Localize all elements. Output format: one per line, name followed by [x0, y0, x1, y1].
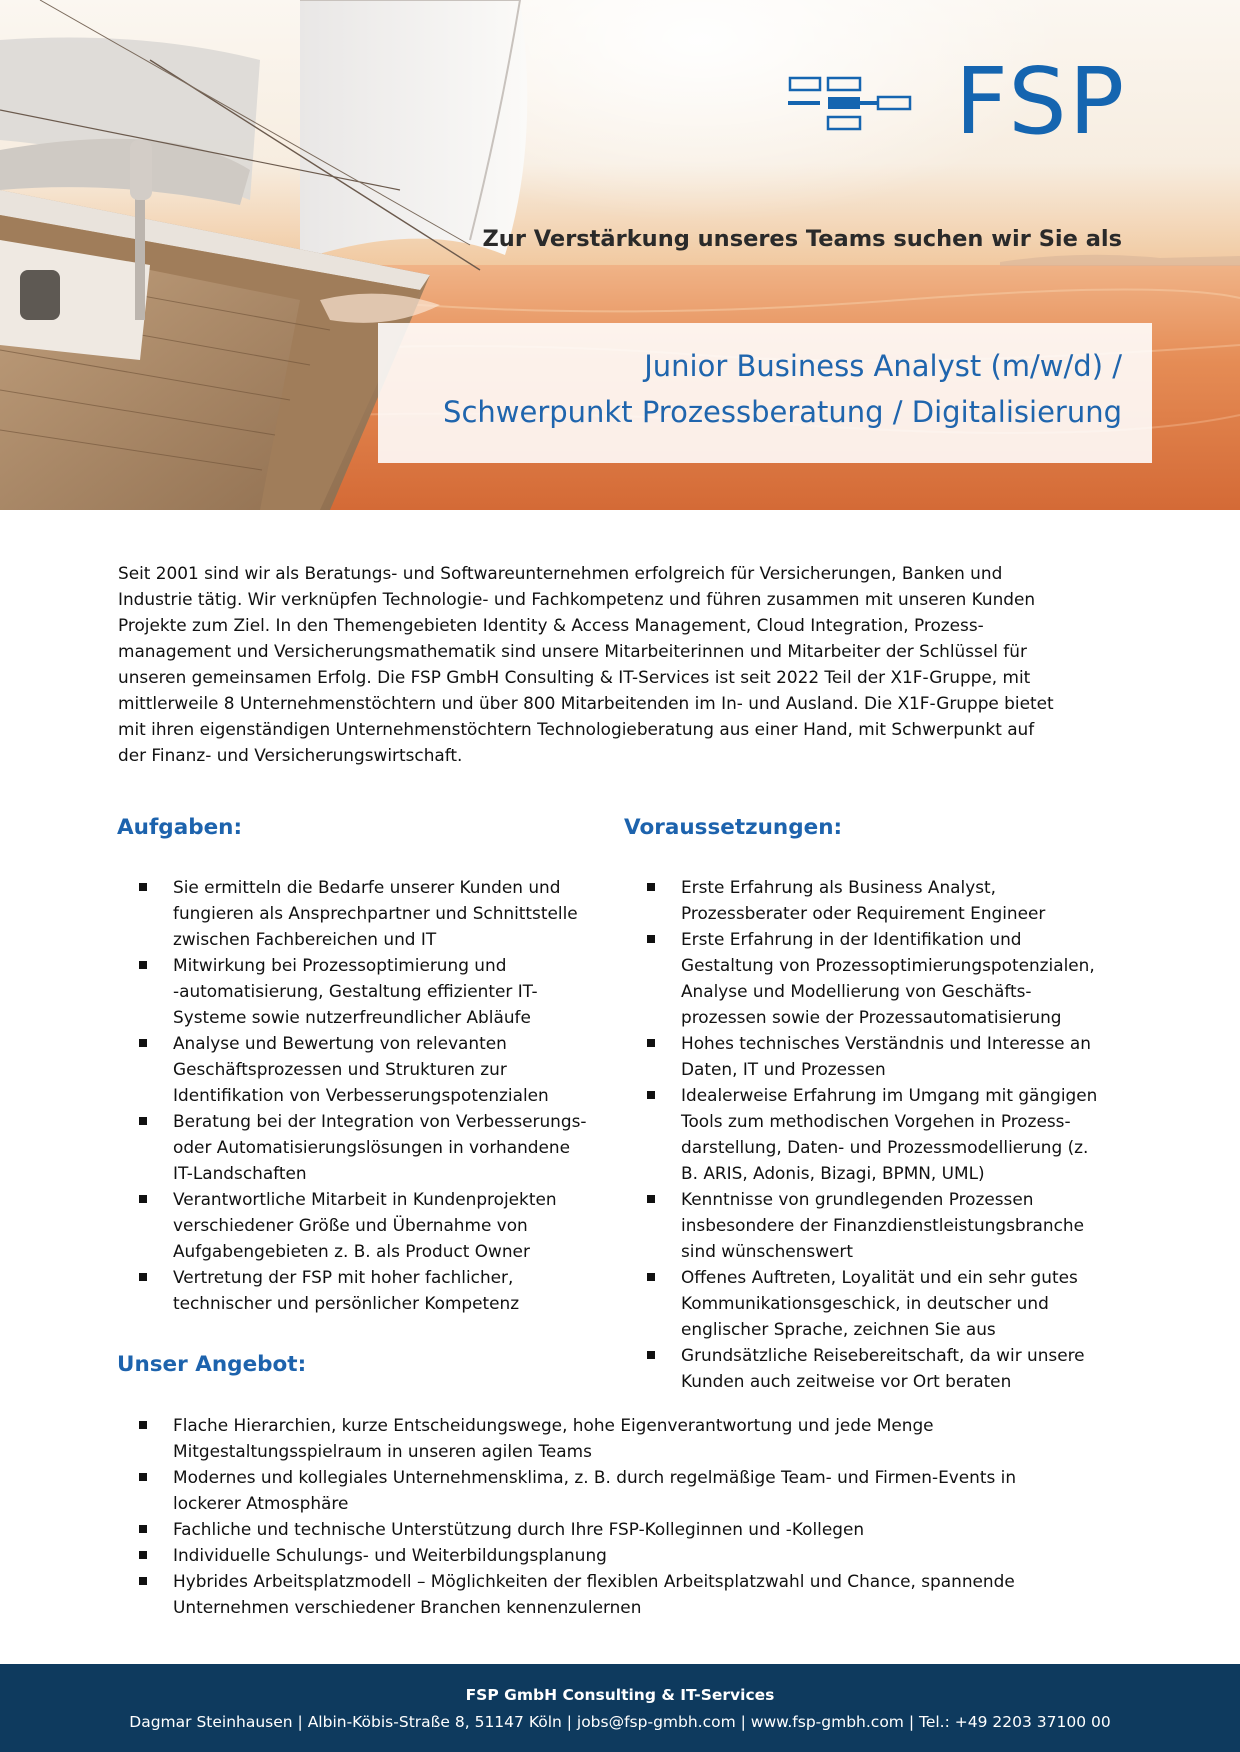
hero-banner: [0, 0, 1240, 510]
list-item-text: Beratung bei der Integration von Verbesserungs-: [173, 1111, 587, 1131]
list-item-text: Vertretung der FSP mit hoher fachlicher,: [173, 1267, 514, 1287]
list-item-text: Offenes Auftreten, Loyalität und ein sehr gutes: [681, 1267, 1078, 1287]
bullet-icon: [139, 1525, 147, 1533]
intro-line: unseren gemeinsamen Erfolg. Die FSP GmbH Consulting & IT-Services ist seit 2022 Teil der X1F-Gruppe, mit: [118, 667, 1031, 687]
voraussetzungen-list: [626, 874, 1146, 1394]
angebot-list: [118, 1412, 1128, 1620]
list-item-text: Verantwortliche Mitarbeit in Kundenprojekten: [173, 1189, 557, 1209]
list-item-text: Unternehmen verschiedener Branchen kennenzulernen: [173, 1597, 642, 1617]
intro-line: der Finanz- und Versicherungswirtschaft.: [118, 745, 463, 765]
intro-line: mit ihren eigenständigen Unternehmenstöchtern Technologieberatung aus einer Hand, mit Schwerpunkt auf: [118, 719, 1035, 739]
bullet-icon: [647, 883, 655, 891]
list-item: [626, 1264, 1146, 1342]
angebot-heading: Unser Angebot:: [117, 1352, 307, 1377]
list-item-text: verschiedener Größe und Übernahme von: [173, 1215, 528, 1235]
list-item-text: oder Automatisierungslösungen in vorhandene: [173, 1137, 570, 1157]
list-item-text: technischer und persönlicher Kompetenz: [173, 1293, 520, 1313]
fsp-logo: [788, 48, 1128, 155]
footer-company: FSP GmbH Consulting & IT-Services: [465, 1686, 775, 1704]
list-item-text: Analyse und Bewertung von relevanten: [173, 1033, 507, 1053]
list-item: [118, 1264, 618, 1316]
bullet-icon: [139, 1421, 147, 1429]
list-item-text: lockerer Atmosphäre: [173, 1493, 349, 1513]
list-item-text: insbesondere der Finanzdienstleistungsbranche: [681, 1215, 1084, 1235]
intro-line: mittlerweile 8 Unternehmenstöchtern und über 800 Mitarbeitenden im In- und Ausland. Die X1F-Gruppe bietet: [118, 693, 1054, 713]
list-item: [626, 926, 1146, 1030]
list-item-text: Identifikation von Verbesserungspotenzialen: [173, 1085, 549, 1105]
list-item-text: Sie ermitteln die Bedarfe unserer Kunden und: [173, 877, 561, 897]
list-item: [118, 1412, 1128, 1464]
list-item-text: Erste Erfahrung als Business Analyst,: [681, 877, 997, 897]
list-item-text: Kommunikationsgeschick, in deutscher und: [681, 1293, 1049, 1313]
company-intro: [118, 560, 1118, 768]
list-item: [118, 1464, 1128, 1516]
bullet-icon: [647, 1091, 655, 1099]
bullet-icon: [139, 1117, 147, 1125]
intro-line: management und Versicherungsmathematik sind unsere Mitarbeiterinnen und Mitarbeiter der Schlüssel für: [118, 641, 1027, 661]
logo-blocks-icon: [788, 70, 928, 140]
bullet-icon: [139, 1551, 147, 1559]
list-item-text: IT-Landschaften: [173, 1163, 307, 1183]
job-title-line-1: Junior Business Analyst (m/w/d) /: [644, 349, 1122, 383]
list-item-text: Fachliche und technische Unterstützung durch Ihre FSP-Kolleginnen und -Kollegen: [173, 1519, 865, 1539]
list-item-text: Idealerweise Erfahrung im Umgang mit gängigen: [681, 1085, 1098, 1105]
intro-line: Projekte zum Ziel. In den Themengebieten Identity & Access Management, Cloud Integration, Prozess-: [118, 615, 984, 635]
footer: [0, 1664, 1240, 1752]
list-item-text: englischer Sprache, zeichnen Sie aus: [681, 1319, 996, 1339]
list-item: [626, 1342, 1146, 1394]
bullet-icon: [647, 1273, 655, 1281]
list-item: [118, 1516, 1128, 1542]
list-item-text: Geschäftsprozessen und Strukturen zur: [173, 1059, 507, 1079]
list-item-text: zwischen Fachbereichen und IT: [173, 929, 437, 949]
bullet-icon: [647, 1039, 655, 1047]
list-item: [118, 1542, 1128, 1568]
list-item-text: -automatisierung, Gestaltung effizienter IT-: [173, 981, 538, 1001]
list-item-text: Daten, IT und Prozessen: [681, 1059, 886, 1079]
bullet-icon: [139, 1273, 147, 1281]
list-item-text: sind wünschenswert: [681, 1241, 853, 1261]
list-item-text: Systeme sowie nutzerfreundlicher Abläufe: [173, 1007, 531, 1027]
list-item-text: Modernes und kollegiales Unternehmensklima, z. B. durch regelmäßige Team- und Firmen-Events in: [173, 1467, 1017, 1487]
list-item-text: Mitgestaltungsspielraum in unseren agilen Teams: [173, 1441, 592, 1461]
list-item-text: Mitwirkung bei Prozessoptimierung und: [173, 955, 507, 975]
intro-line: Industrie tätig. Wir verknüpfen Technologie- und Fachkompetenz und führen zusammen mit unseren Kunden: [118, 589, 1036, 609]
list-item-text: Prozessberater oder Requirement Engineer: [681, 903, 1046, 923]
list-item-text: darstellung, Daten- und Prozessmodellierung (z.: [681, 1137, 1089, 1157]
list-item-text: Kunden auch zeitweise vor Ort beraten: [681, 1371, 1012, 1391]
bullet-icon: [139, 1195, 147, 1203]
list-item-text: Erste Erfahrung in der Identifikation und: [681, 929, 1022, 949]
list-item: [118, 1568, 1128, 1620]
list-item-text: Hohes technisches Verständnis und Interesse an: [681, 1033, 1091, 1053]
job-title-line-2: Schwerpunkt Prozessberatung / Digitalisierung: [443, 395, 1122, 429]
bullet-icon: [647, 935, 655, 943]
aufgaben-list: [118, 874, 618, 1316]
list-item-text: Individuelle Schulungs- und Weiterbildungsplanung: [173, 1545, 607, 1565]
list-item-text: Analyse und Modellierung von Geschäfts-: [681, 981, 1032, 1001]
list-item: [118, 874, 618, 952]
list-item: [626, 1030, 1146, 1082]
list-item: [118, 1108, 618, 1186]
list-item-text: Aufgabengebieten z. B. als Product Owner: [173, 1241, 530, 1261]
voraussetzungen-heading: Voraussetzungen:: [624, 815, 843, 840]
bullet-icon: [139, 1039, 147, 1047]
list-item: [118, 952, 618, 1030]
list-item: [118, 1186, 618, 1264]
list-item-text: Kenntnisse von grundlegenden Prozessen: [681, 1189, 1034, 1209]
list-item-text: prozessen sowie der Prozessautomatisierung: [681, 1007, 1062, 1027]
list-item: [626, 874, 1146, 926]
bullet-icon: [139, 883, 147, 891]
hero-tagline: Zur Verstärkung unseres Teams suchen wir Sie als: [482, 226, 1122, 252]
bullet-icon: [139, 1577, 147, 1585]
list-item-text: Flache Hierarchien, kurze Entscheidungswege, hohe Eigenverantwortung und jede Menge: [173, 1415, 934, 1435]
bullet-icon: [139, 1473, 147, 1481]
list-item-text: Hybrides Arbeitsplatzmodell – Möglichkeiten der flexiblen Arbeitsplatzwahl und Chance, spannende: [173, 1571, 1015, 1591]
list-item-text: Tools zum methodischen Vorgehen in Prozess-: [681, 1111, 1071, 1131]
job-title-box: [378, 323, 1152, 463]
bullet-icon: [139, 961, 147, 969]
list-item-text: Gestaltung von Prozessoptimierungspotenzialen,: [681, 955, 1095, 975]
list-item: [118, 1030, 618, 1108]
bullet-icon: [647, 1195, 655, 1203]
bullet-icon: [647, 1351, 655, 1359]
footer-contact: Dagmar Steinhausen | Albin-Köbis-Straße 8, 51147 Köln | jobs@fsp-gmbh.com | www.fsp-gmbh.com | Tel.: +49 2203 37100 00: [129, 1713, 1111, 1731]
list-item: [626, 1186, 1146, 1264]
intro-line: Seit 2001 sind wir als Beratungs- und Softwareunternehmen erfolgreich für Versicherungen, Banken und: [118, 563, 1003, 583]
aufgaben-heading: Aufgaben:: [117, 815, 243, 840]
list-item: [626, 1082, 1146, 1186]
logo-wordmark: FSP: [955, 48, 1127, 155]
list-item-text: fungieren als Ansprechpartner und Schnittstelle: [173, 903, 578, 923]
list-item-text: Grundsätzliche Reisebereitschaft, da wir unsere: [681, 1345, 1085, 1365]
list-item-text: B. ARIS, Adonis, Bizagi, BPMN, UML): [681, 1163, 985, 1183]
